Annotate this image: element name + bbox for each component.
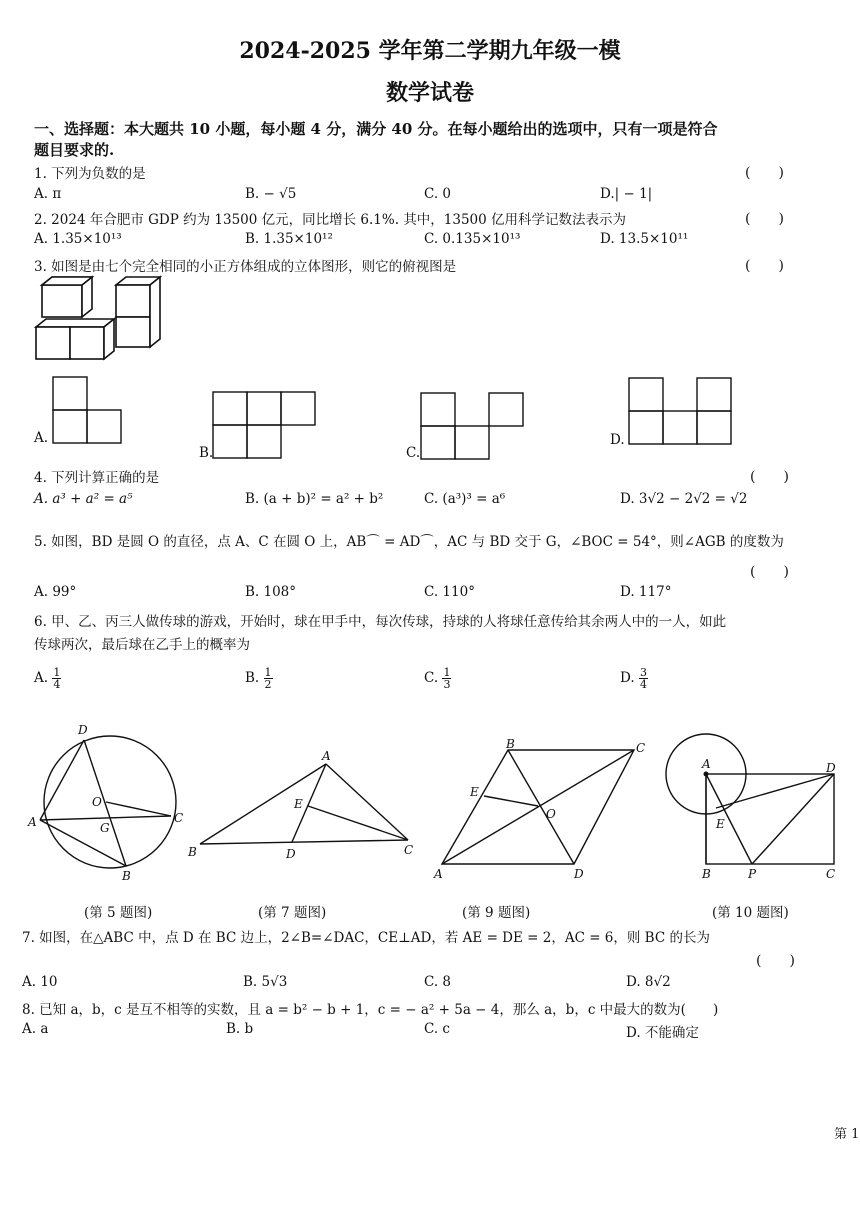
q6-option-c <box>424 667 451 690</box>
section-instructions-cont: 题目要求的. <box>34 141 115 159</box>
page-number: 第 1 <box>834 1127 860 1142</box>
page-title: 2024-2025 学年第二学期九年级一模 <box>239 38 621 64</box>
q1-option-d: D.| − 1| <box>600 186 653 202</box>
f10-label-d: D <box>826 761 836 775</box>
q6-option-c-label: C. <box>424 670 439 686</box>
q3-option-a-figure <box>52 376 124 446</box>
q3-option-a: A. <box>34 430 49 446</box>
figure-7-caption: (第 7 题图) <box>258 905 327 921</box>
q7-option-d: D. 8√2 <box>626 974 671 990</box>
q8-option-d: D. 不能确定 <box>626 1025 699 1041</box>
figure-10-caption: (第 10 题图) <box>712 905 789 921</box>
q4-option-b: B. (a + b)² = a² + b² <box>245 491 384 507</box>
q7-option-b: B. 5√3 <box>243 974 288 990</box>
q4-stem: 4. 下列计算正确的是 <box>34 470 160 486</box>
q7-option-a: A. 10 <box>22 974 58 990</box>
q5-option-a: A. 99° <box>34 584 77 600</box>
circle-o <box>44 736 176 868</box>
f10-label-c: C <box>826 867 836 881</box>
q5-option-b: B. 108° <box>245 584 297 600</box>
q3-cube-back-right <box>116 277 160 347</box>
q1-option-b: B. − √5 <box>245 186 297 202</box>
q3-option-d-figure <box>628 377 734 447</box>
q4-answer-blank: ( ) <box>750 469 789 485</box>
q3-cube-front-row <box>36 319 114 359</box>
f9-label-e: E <box>470 785 479 799</box>
section-instructions: 一、选择题：本大题共 10 小题，每小题 4 分，满分 40 分。在每小题给出的选项中，只有一项是符合 <box>34 120 718 138</box>
q6-option-d-label: D. <box>620 670 635 686</box>
q6-option-a-label: A. <box>34 670 49 686</box>
q3-option-b-figure <box>212 391 318 461</box>
q6-option-a-numerator: 1 <box>53 666 61 679</box>
q1-stem: 1. 下列为负数的是 <box>34 166 146 182</box>
q6-option-b-label: B. <box>245 670 260 686</box>
q6-stem-cont: 传球两次，最后球在乙手上的概率为 <box>34 637 250 653</box>
q2-option-c: C. 0.135×10¹³ <box>424 231 521 247</box>
f7-label-d: D <box>286 847 296 861</box>
figure-10-rectangle-circle <box>660 732 850 882</box>
q8-option-a: A. a <box>22 1021 49 1037</box>
q3-option-d: D. <box>610 432 625 448</box>
q7-stem: 7. 如图，在△ABC 中，点 D 在 BC 边上，2∠B=∠DAC，CE⊥AD，若 AE = DE = 2，AC = 6，则 BC 的长为 <box>22 930 710 946</box>
f9-label-a: A <box>434 867 443 881</box>
q5-option-c: C. 110° <box>424 584 475 600</box>
f5-label-o: O <box>92 795 102 809</box>
q3-stem: 3. 如图是由七个完全相同的小正方体组成的立体图形，则它的俯视图是 <box>34 259 457 275</box>
figure-9-caption: (第 9 题图) <box>462 905 531 921</box>
q4-option-a: A. a³ + a² = a⁵ <box>34 491 133 507</box>
q8-option-b: B. b <box>226 1021 254 1037</box>
f5-label-d: D <box>78 723 88 737</box>
q2-option-d: D. 13.5×10¹¹ <box>600 231 689 247</box>
q8-option-c: C. c <box>424 1021 450 1037</box>
point-a <box>704 772 709 777</box>
q3-option-b: B. <box>199 445 214 461</box>
f9-label-b: B <box>506 737 515 751</box>
q5-answer-blank: ( ) <box>750 564 789 580</box>
figure-5-caption: (第 5 题图) <box>84 905 153 921</box>
page-subtitle: 数学试卷 <box>385 80 474 106</box>
f10-label-e: E <box>716 817 725 831</box>
f5-label-a: A <box>28 815 37 829</box>
f9-label-c: C <box>636 741 646 755</box>
q3-answer-blank: ( ) <box>745 258 784 274</box>
q4-option-d: D. 3√2 − 2√2 = √2 <box>620 491 748 507</box>
q6-option-c-fraction <box>442 667 451 690</box>
f5-label-c: C <box>174 811 184 825</box>
f5-label-g: G <box>100 821 110 835</box>
q6-option-b-numerator: 1 <box>264 666 272 679</box>
figure-9-parallelogram <box>432 738 652 883</box>
f10-label-p: P <box>748 867 757 881</box>
q6-option-b-denominator: 2 <box>264 678 272 691</box>
q6-option-d-denominator: 4 <box>639 678 647 691</box>
q5-option-d: D. 117° <box>620 584 672 600</box>
q5-stem: 5. 如图，BD 是圆 O 的直径，点 A、C 在圆 O 上，AB⌒ = AD⌒，AC 与 BD 交于 G，∠BOC = 54°，则∠AGB 的度数为 <box>34 534 784 550</box>
q6-option-c-denominator: 3 <box>443 678 451 691</box>
q6-option-d <box>620 667 648 690</box>
q6-option-b <box>245 667 273 690</box>
q1-answer-blank: ( ) <box>745 165 784 181</box>
q4-option-c: C. (a³)³ = a⁶ <box>424 491 506 507</box>
q3-cube-back-left <box>42 277 92 317</box>
f7-label-a: A <box>322 749 331 763</box>
q6-option-d-numerator: 3 <box>639 666 647 679</box>
f10-label-a: A <box>702 757 711 771</box>
q6-stem: 6. 甲、乙、丙三人做传球的游戏，开始时，球在甲手中，每次传球，持球的人将球任意传给其余两人中的一人，如此 <box>34 614 727 630</box>
q6-option-a <box>34 667 61 690</box>
f9-label-d: D <box>574 867 584 881</box>
q1-option-a: A. π <box>34 186 62 202</box>
q8-stem: 8. 已知 a，b，c 是互不相等的实数，且 a = b² − b + 1，c = − a² + 5a − 4，那么 a，b，c 中最大的数为( ) <box>22 1002 719 1018</box>
q3-option-c: C. <box>406 445 421 461</box>
q7-answer-blank: ( ) <box>756 953 795 969</box>
q3-cube-figure <box>30 275 170 365</box>
f7-label-b: B <box>188 845 197 859</box>
q2-answer-blank: ( ) <box>745 211 784 227</box>
q6-option-d-fraction <box>639 667 648 690</box>
q2-option-b: B. 1.35×10¹² <box>245 231 333 247</box>
f7-label-c: C <box>404 843 414 857</box>
f10-label-b: B <box>702 867 711 881</box>
f5-label-b: B <box>122 869 131 883</box>
q6-option-b-fraction <box>264 667 273 690</box>
q6-option-a-denominator: 4 <box>53 678 61 691</box>
q6-option-c-numerator: 1 <box>443 666 451 679</box>
q2-option-a: A. 1.35×10¹³ <box>34 231 122 247</box>
q7-option-c: C. 8 <box>424 974 452 990</box>
q3-option-c-figure <box>420 392 526 462</box>
q2-stem: 2. 2024 年合肥市 GDP 约为 13500 亿元，同比增长 6.1%. 其中，13500 亿用科学记数法表示为 <box>34 212 627 228</box>
q6-option-a-fraction <box>52 667 61 690</box>
q1-option-c: C. 0 <box>424 186 452 202</box>
figure-7-triangle <box>188 748 420 861</box>
f7-label-e: E <box>294 797 303 811</box>
f9-label-o: O <box>546 807 556 821</box>
figure-5-circle <box>30 722 190 882</box>
